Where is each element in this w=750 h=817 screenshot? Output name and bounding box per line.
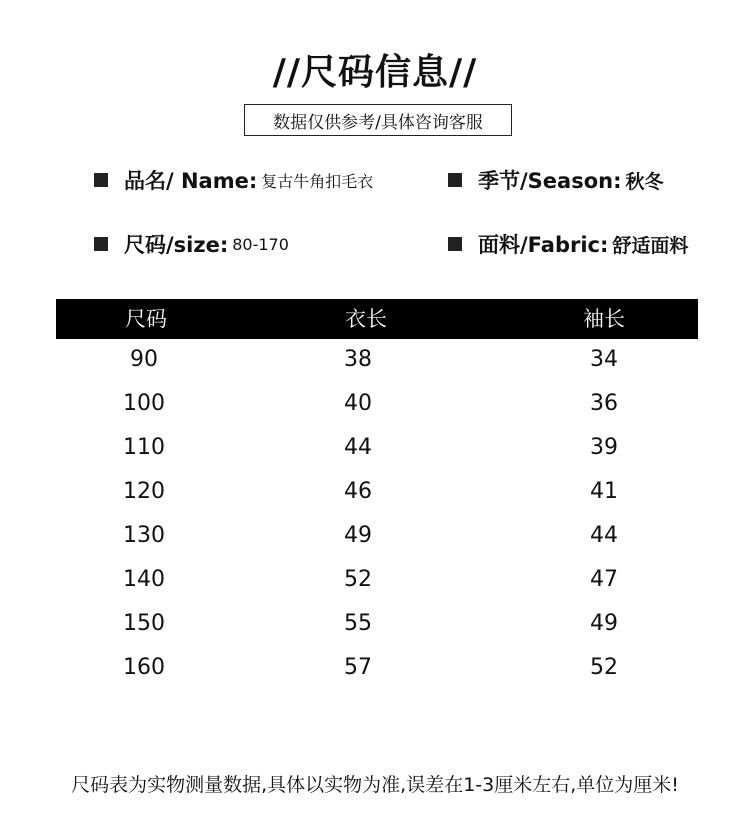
season-label: 季节/Season: bbox=[478, 169, 622, 193]
cell-length: 52 bbox=[344, 567, 372, 592]
cell-size: 130 bbox=[123, 523, 165, 548]
fabric-label: 面料/Fabric: bbox=[478, 233, 609, 257]
cell-sleeve: 36 bbox=[590, 391, 618, 416]
size-range-value: 80-170 bbox=[232, 234, 289, 254]
square-bullet-icon bbox=[94, 237, 108, 251]
cell-length: 46 bbox=[344, 479, 372, 504]
cell-sleeve: 41 bbox=[590, 479, 618, 504]
square-bullet-icon bbox=[448, 237, 462, 251]
disclaimer-text: 数据仅供参考/具体咨询客服 bbox=[273, 112, 483, 133]
measurement-note: 尺码表为实物测量数据,具体以实物为准,误差在1-3厘米左右,单位为厘米! bbox=[71, 774, 679, 796]
cell-size: 90 bbox=[130, 347, 158, 372]
disclaimer-box bbox=[244, 104, 512, 136]
cell-sleeve: 47 bbox=[590, 567, 618, 592]
cell-size: 120 bbox=[123, 479, 165, 504]
table-row bbox=[56, 516, 698, 560]
cell-sleeve: 49 bbox=[590, 611, 618, 636]
table-row bbox=[56, 560, 698, 604]
cell-length: 38 bbox=[344, 347, 372, 372]
size-table-header bbox=[56, 299, 698, 339]
info-fabric bbox=[448, 229, 688, 259]
column-header-sleeve: 袖长 bbox=[583, 307, 625, 331]
column-header-length: 衣长 bbox=[345, 307, 387, 331]
square-bullet-icon bbox=[448, 173, 462, 187]
size-table-body bbox=[56, 340, 698, 692]
cell-length: 40 bbox=[344, 391, 372, 416]
product-name-value: 复古牛角扣毛衣 bbox=[261, 171, 374, 191]
square-bullet-icon bbox=[94, 173, 108, 187]
product-name-label: 品名/ Name: bbox=[124, 169, 258, 193]
cell-size: 140 bbox=[123, 567, 165, 592]
info-size-range bbox=[94, 229, 289, 259]
info-product-name bbox=[94, 165, 373, 195]
cell-length: 55 bbox=[344, 611, 372, 636]
size-range-label: 尺码/size: bbox=[124, 233, 229, 257]
cell-size: 150 bbox=[123, 611, 165, 636]
table-row bbox=[56, 604, 698, 648]
cell-size: 160 bbox=[123, 655, 165, 680]
cell-length: 49 bbox=[344, 523, 372, 548]
cell-sleeve: 52 bbox=[590, 655, 618, 680]
table-row bbox=[56, 472, 698, 516]
table-row bbox=[56, 384, 698, 428]
table-row bbox=[56, 340, 698, 384]
cell-size: 100 bbox=[123, 391, 165, 416]
cell-sleeve: 34 bbox=[590, 347, 618, 372]
cell-length: 57 bbox=[344, 655, 372, 680]
cell-length: 44 bbox=[344, 435, 372, 460]
column-header-size: 尺码 bbox=[125, 307, 167, 331]
info-season bbox=[448, 165, 664, 195]
cell-sleeve: 44 bbox=[590, 523, 618, 548]
fabric-value: 舒适面料 bbox=[612, 234, 689, 257]
cell-sleeve: 39 bbox=[590, 435, 618, 460]
cell-size: 110 bbox=[123, 435, 165, 460]
table-row bbox=[56, 428, 698, 472]
page-title: //尺码信息// bbox=[272, 52, 478, 93]
table-row bbox=[56, 648, 698, 692]
season-value: 秋冬 bbox=[625, 170, 664, 193]
